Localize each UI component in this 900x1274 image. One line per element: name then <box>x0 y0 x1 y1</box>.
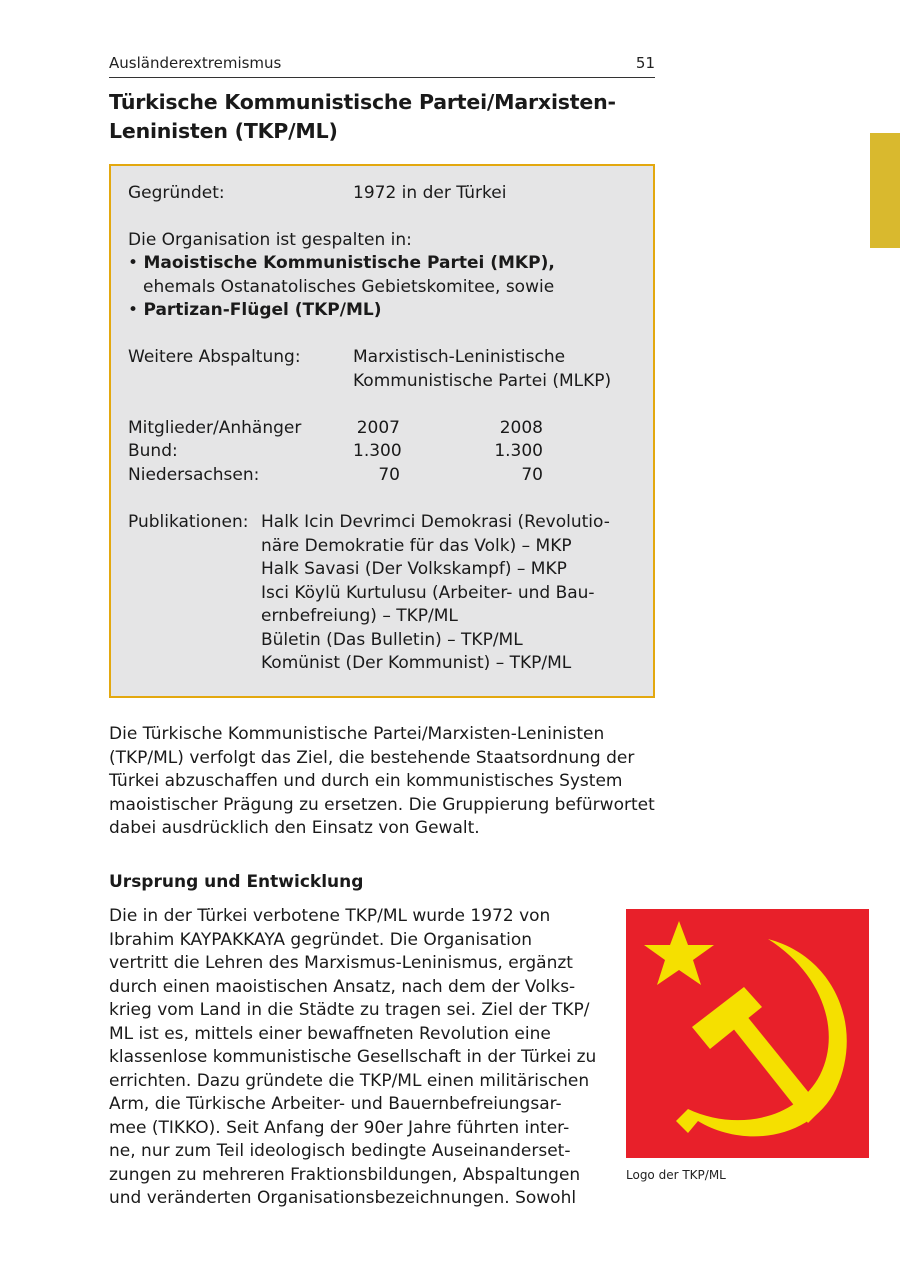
text-line: durch einen maoistischen Ansatz, nach dem der Volks- <box>109 977 576 997</box>
members-label: Mitglieder/Anhänger <box>128 418 302 438</box>
split-intro: Die Organisation ist gespalten in: <box>128 230 412 250</box>
text-line: zungen zu mehreren Fraktionsbildungen, Abspaltungen <box>109 1165 581 1185</box>
further-split-label: Weitere Abspaltung: <box>128 347 301 367</box>
header-section-title: Ausländerextremismus <box>109 54 282 72</box>
publication-line: Komünist (Der Kommunist) – TKP/ML <box>261 653 572 673</box>
split-item-mkp-name: Maoistische Kommunistische Partei (MKP), <box>143 253 555 273</box>
hammer-sickle-star-icon <box>626 909 869 1158</box>
intro-paragraph: Die Türkische Kommunistische Partei/Marxisten-Leninisten (TKP/ML) verfolgt das Ziel, die bestehende Staatsordnung der Türkei abzuschaffen und durch ein kommunistisches System maoistischer Prägung zu ersetzen. Die Gruppierung befürwortet dabei ausdrücklich den Einsatz von Gewalt. <box>109 724 655 838</box>
split-item-mkp-note: ehemals Ostanatolisches Gebietskomitee, sowie <box>143 277 555 297</box>
running-header <box>109 53 655 78</box>
niedersachsen-label: Niedersachsen: <box>128 465 260 485</box>
split-item-mkp <box>128 252 555 276</box>
publication-line: Bületin (Das Bulletin) – TKP/ML <box>261 630 523 650</box>
page-title: Türkische Kommunistische Partei/Marxisten-Leninisten (TKP/ML) <box>109 90 616 143</box>
founded-label: Gegründet: <box>128 183 225 203</box>
text-line: Arm, die Türkische Arbeiter- und Bauernbefreiungsar- <box>109 1094 562 1114</box>
bund-2008-value: 1.300 <box>494 441 543 461</box>
split-item-partizan-name: Partizan-Flügel (TKP/ML) <box>143 300 382 320</box>
bullet-1: • <box>128 253 139 273</box>
niedersachsen-2007-value: 70 <box>378 465 400 485</box>
publication-line: näre Demokratie für das Volk) – MKP <box>261 536 572 556</box>
split-item-partizan <box>128 299 382 323</box>
year-2008-header: 2008 <box>499 418 543 438</box>
further-split-value-1: Marxistisch-Leninistische <box>353 347 566 367</box>
text-line: mee (TIKKO). Seit Anfang der 90er Jahre führten inter- <box>109 1118 570 1138</box>
section-heading: Ursprung und Entwicklung <box>109 872 364 892</box>
publication-line: ernbefreiung) – TKP/ML <box>261 606 458 626</box>
publication-line: Isci Köylü Kurtulusu (Arbeiter- und Bau- <box>261 583 595 603</box>
founded-value: 1972 in der Türkei <box>353 183 507 203</box>
tkp-ml-logo <box>626 909 869 1158</box>
text-line: Ibrahim KAYPAKKAYA gegründet. Die Organisation <box>109 930 533 950</box>
publications-label: Publikationen: <box>128 512 249 532</box>
text-line: ML ist es, mittels einer bewaffneten Revolution eine <box>109 1024 551 1044</box>
further-split-value-2: Kommunistische Partei (MLKP) <box>353 371 612 391</box>
text-line: vertritt die Lehren des Marxismus-Leninismus, ergänzt <box>109 953 573 973</box>
text-line: errichten. Dazu gründete die TKP/ML einen militärischen <box>109 1071 590 1091</box>
text-line: klassenlose kommunistische Gesellschaft in der Türkei zu <box>109 1047 597 1067</box>
bullet-2: • <box>128 300 139 320</box>
niedersachsen-2008-value: 70 <box>521 465 543 485</box>
fact-box <box>109 164 655 698</box>
bund-2007-value: 1.300 <box>353 441 402 461</box>
text-line: ne, nur zum Teil ideologisch bedingte Auseinanderset- <box>109 1141 571 1161</box>
publication-line: Halk Savasi (Der Volkskampf) – MKP <box>261 559 567 579</box>
text-line: und veränderten Organisationsbezeichnungen. Sowohl <box>109 1188 577 1208</box>
logo-caption: Logo der TKP/ML <box>626 1168 726 1182</box>
text-line: Die in der Türkei verbotene TKP/ML wurde 1972 von <box>109 906 551 926</box>
bund-label: Bund: <box>128 441 178 461</box>
text-line: krieg vom Land in die Städte zu tragen sei. Ziel der TKP/ <box>109 1000 590 1020</box>
chapter-tab-marker <box>870 133 900 248</box>
publication-line: Halk Icin Devrimci Demokrasi (Revolutio- <box>261 512 610 532</box>
page-number: 51 <box>635 54 655 72</box>
year-2007-header: 2007 <box>356 418 400 438</box>
